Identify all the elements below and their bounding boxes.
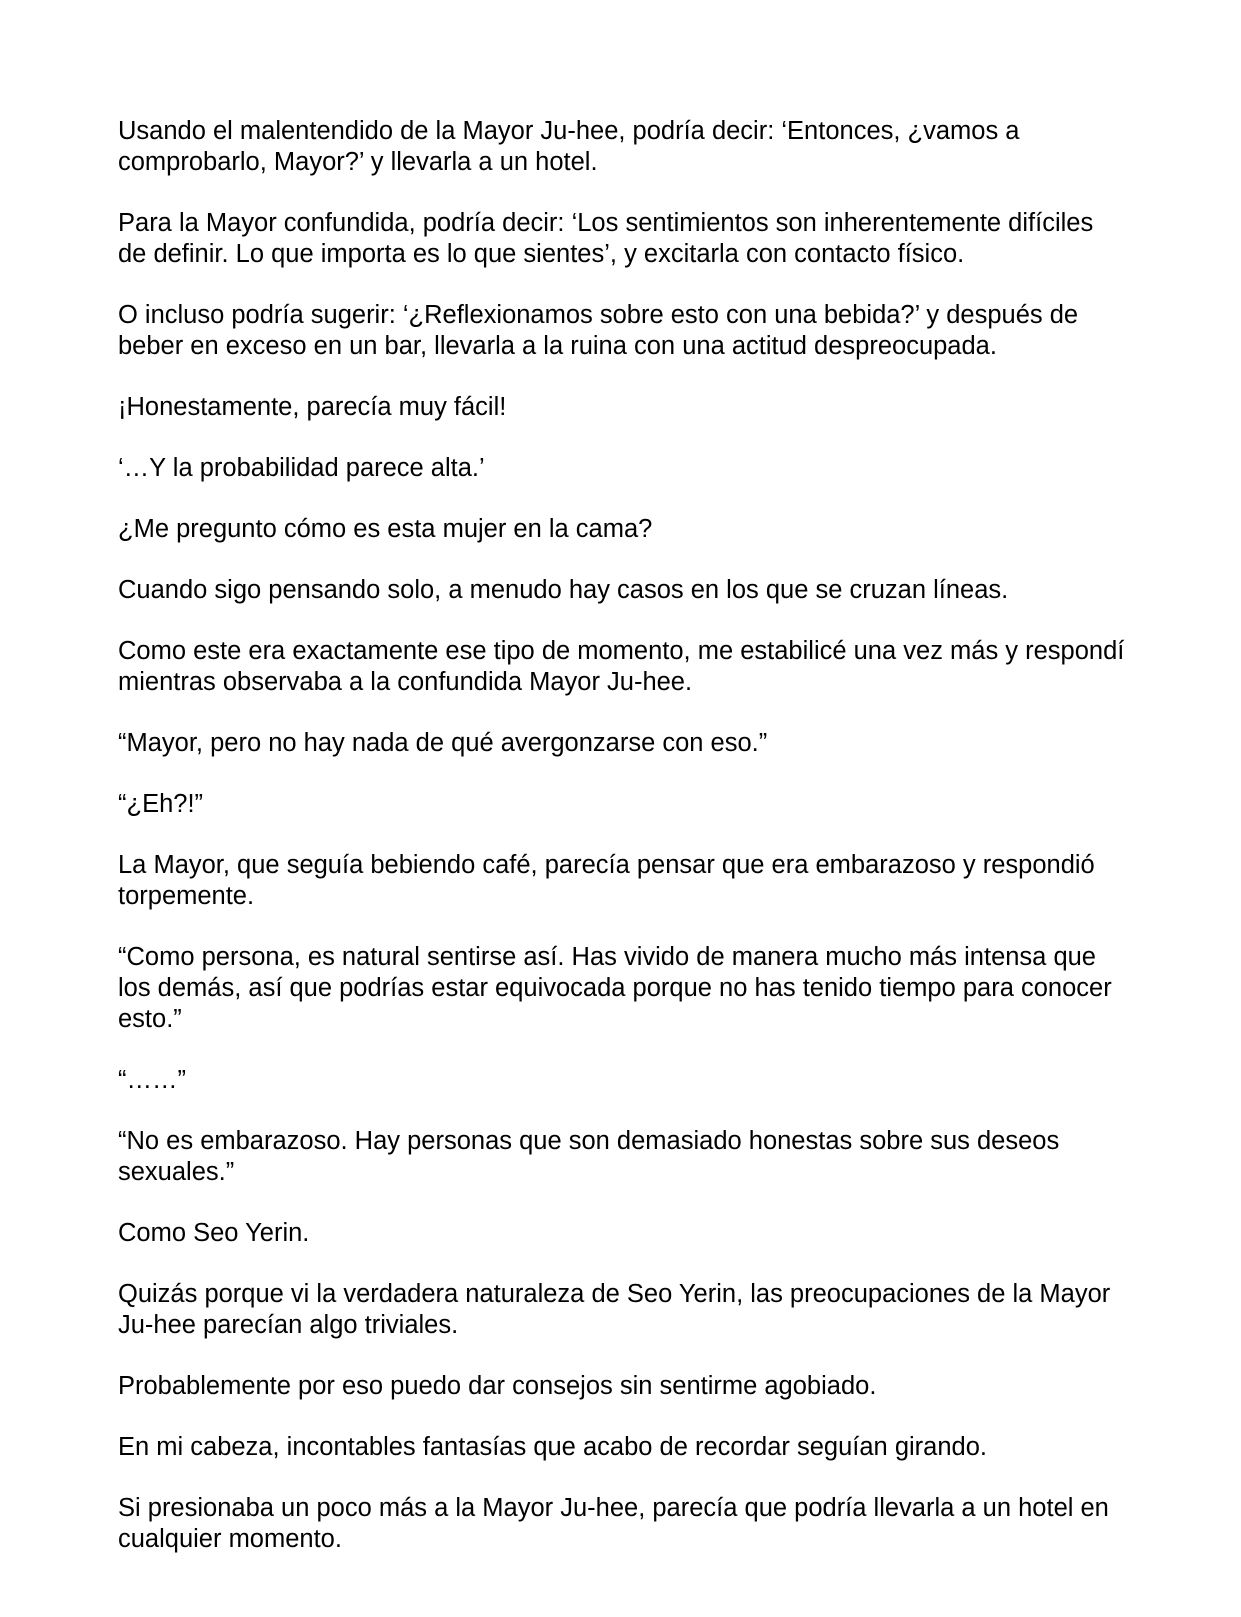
paragraph-10: “¿Eh?!” (118, 790, 204, 818)
paragraph-5: ‘…Y la probabilidad parece alta.’ (118, 454, 485, 482)
paragraph-18: En mi cabeza, incontables fantasías que acabo de recordar seguían girando. (118, 1433, 987, 1461)
paragraph-12: “Como persona, es natural sentirse así. Has vivido de manera mucho más intensa que los demás, así que podrías estar equivocada porque no has tenido tiempo para conocer esto.” (118, 943, 1112, 1033)
paragraph-14: “No es embarazoso. Hay personas que son demasiado honestas sobre sus deseos sexuales.” (118, 1127, 1060, 1186)
paragraph-16: Quizás porque vi la verdadera naturaleza de Seo Yerin, las preocupaciones de la Mayor Ju-hee parecían algo triviales. (118, 1280, 1111, 1339)
paragraph-15: Como Seo Yerin. (118, 1219, 310, 1247)
paragraph-19: Si presionaba un poco más a la Mayor Ju-hee, parecía que podría llevarla a un hotel en cualquier momento. (118, 1494, 1109, 1553)
paragraph-3: O incluso podría sugerir: ‘¿Reflexionamos sobre esto con una bebida?’ y después de beber en exceso en un bar, llevarla a la ruina con una actitud despreocupada. (118, 301, 1079, 360)
paragraph-17: Probablemente por eso puedo dar consejos sin sentirme agobiado. (118, 1372, 877, 1400)
paragraph-11: La Mayor, que seguía bebiendo café, parecía pensar que era embarazoso y respondió torpemente. (118, 851, 1095, 910)
document-body (118, 116, 1128, 1585)
paragraph-9: “Mayor, pero no hay nada de qué avergonzarse con eso.” (118, 729, 768, 757)
paragraph-8: Como este era exactamente ese tipo de momento, me estabilicé una vez más y respondí mientras observaba a la confundida Mayor Ju-hee. (118, 637, 1125, 696)
paragraph-13: “……” (118, 1066, 186, 1094)
paragraph-2: Para la Mayor confundida, podría decir: ‘Los sentimientos son inherentemente difíciles de definir. Lo que importa es lo que sientes’, y excitarla con contacto físico. (118, 209, 1094, 268)
paragraph-4: ¡Honestamente, parecía muy fácil! (118, 393, 507, 421)
paragraph-1: Usando el malentendido de la Mayor Ju-hee, podría decir: ‘Entonces, ¿vamos a comprobarlo, Mayor?’ y llevarla a un hotel. (118, 117, 1020, 176)
paragraph-6: ¿Me pregunto cómo es esta mujer en la cama? (118, 515, 653, 543)
paragraph-7: Cuando sigo pensando solo, a menudo hay casos en los que se cruzan líneas. (118, 576, 1009, 604)
